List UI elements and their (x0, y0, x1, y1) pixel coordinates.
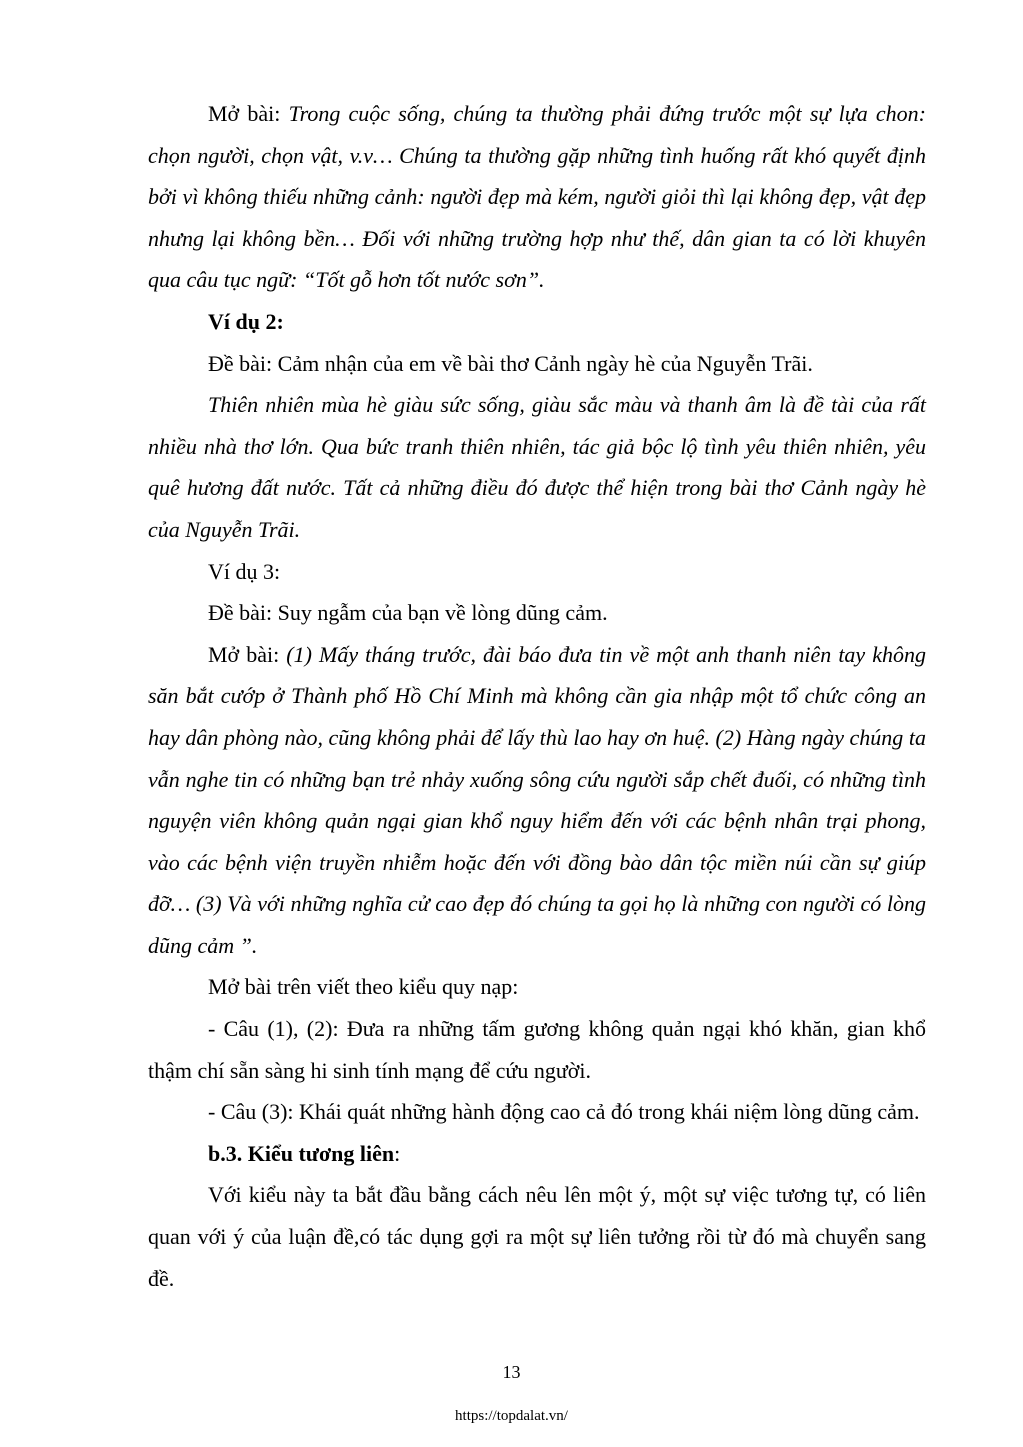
paragraph-lead: Mở bài: (208, 641, 287, 667)
sentence-3-note: - Câu (3): Khái quát những hành động cao cả đó trong khái niệm lòng dũng cảm. (208, 1099, 920, 1125)
sentence-1-2-note: - Câu (1), (2): Đưa ra những tấm gương không quản ngại khó khăn, gian khổ thậm chí sẵn sàng hi sinh tính mạng để cứu người. (148, 1016, 926, 1083)
example-2-prompt: Đề bài: Cảm nhận của em về bài thơ Cảnh ngày hè của Nguyễn Trãi. (208, 350, 813, 376)
section-b3-description: Với kiểu này ta bắt đầu bằng cách nêu lên một ý, một sự việc tương tự, có liên quan với ý của luận đề,có tác dụng gợi ra một sự liên tưởng rồi từ đó mà chuyển sang đề. (148, 1182, 926, 1291)
section-b3-heading (148, 1133, 926, 1175)
example-3-opening (148, 634, 926, 967)
page-number: 13 (502, 1362, 521, 1382)
example-3-prompt: Đề bài: Suy ngẫm của bạn về lòng dũng cảm. (208, 600, 608, 626)
paragraph-lead: Mở bài: (208, 101, 289, 126)
heading-colon: : (394, 1140, 401, 1166)
induction-note: Mở bài trên viết theo kiểu quy nạp: (208, 974, 519, 1000)
heading-text: Ví dụ 2: (208, 308, 284, 334)
example-3-heading: Ví dụ 3: (208, 558, 281, 584)
paragraph-italic-text: (1) Mấy tháng trước, đài báo đưa tin về một anh thanh niên tay không săn bắt cướp ở Thành phố Hồ Chí Minh mà không cần gia nhập một tổ chức công an hay dân phòng nào, cũng không phải để lấy thù lao hay ơn huệ. (2) Hàng ngày chúng ta vẫn nghe tin có những bạn trẻ nhảy xuống sông cứu người sắp chết đuối, có những tình nguyện viên không quản ngại gian khổ nguy hiểm đến với các bệnh nhân trại phong, vào các bệnh viện truyền nhiễm hoặc đến với đồng bào dân tộc miền núi cần sự giúp đỡ… (3) Và với những nghĩa cử cao đẹp đó chúng ta gọi họ là những con người có lòng dũng cảm ”. (148, 641, 927, 958)
example-2-opening: Thiên nhiên mùa hè giàu sức sống, giàu sắc màu và thanh âm là đề tài của rất nhiều nhà thơ lớn. Qua bức tranh thiên nhiên, tác giả bộc lộ tình yêu thiên nhiên, yêu quê hương đất nước. Tất cả những điều đó được thể hiện trong bài thơ Cảnh ngày hè của Nguyễn Trãi. (148, 392, 926, 542)
paragraph-italic-text: Trong cuộc sống, chúng ta thường phải đứng trước một sự lựa chon: chọn người, chọn vật, v.v… Chúng ta thường gặp những tình huống rất khó quyết định bởi vì không thiếu những cảnh: người đẹp mà kém, người giỏi thì lại không đẹp, vật đẹp nhưng lại không bền… Đối với những trường hợp như thế, dân gian ta có lời khuyên qua câu tục ngữ: “Tốt gỗ hơn tốt nước sơn”. (148, 101, 927, 293)
example-2-heading (148, 301, 926, 343)
page-body (148, 93, 926, 1299)
paragraph-opening-example-1 (148, 93, 926, 301)
heading-text: b.3. Kiểu tương liên (208, 1140, 395, 1166)
footer-url: https://topdalat.vn/ (455, 1408, 568, 1424)
